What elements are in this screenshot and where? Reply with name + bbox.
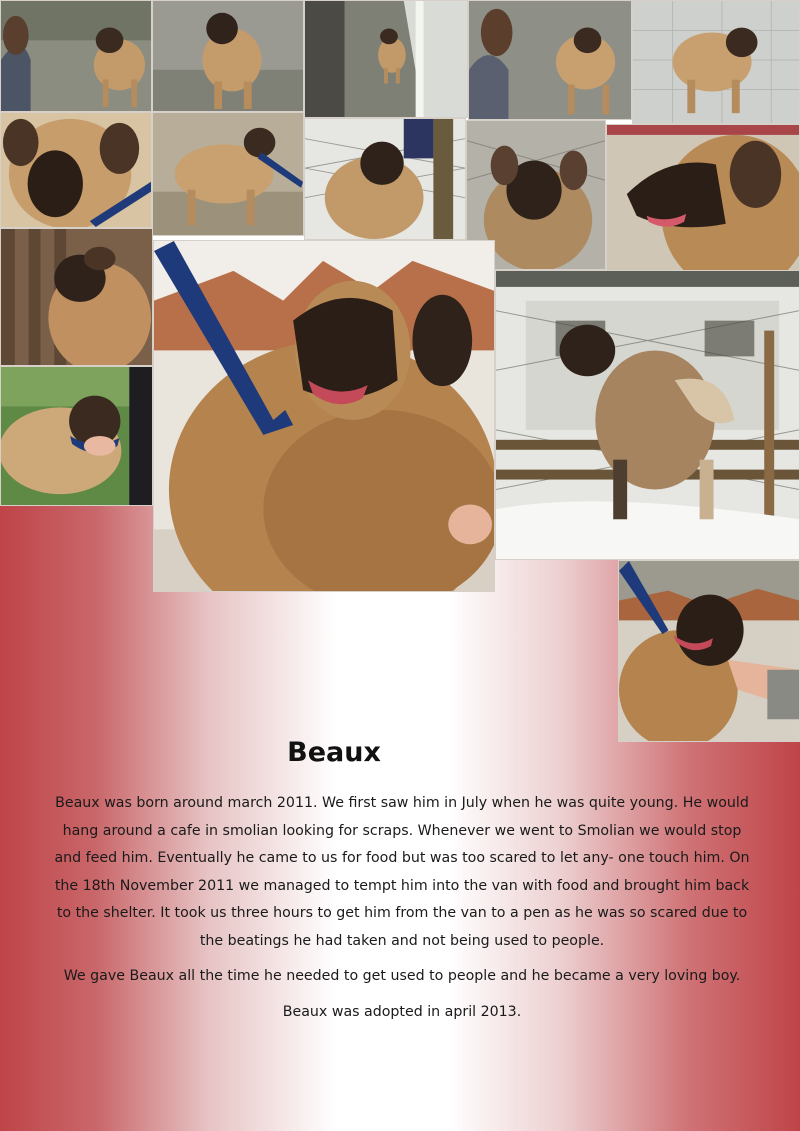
dog-photo	[606, 124, 800, 288]
page-title: Beaux	[287, 737, 381, 768]
dog-photo	[304, 0, 468, 118]
story-text	[52, 790, 752, 1034]
story-paragraph: We gave Beaux all the time he needed to get used to people and he became a very loving boy.	[63, 968, 741, 984]
dog-photo	[468, 0, 632, 120]
dog-photo	[0, 366, 153, 506]
dog-photo	[0, 228, 153, 366]
dog-photo	[152, 0, 304, 112]
dog-photo	[632, 0, 800, 124]
dog-photo	[0, 0, 152, 112]
dog-photo	[152, 112, 304, 236]
story-paragraph: Beaux was born around march 2011. We first saw him in July when he was quite young. He would hang around a cafe in smolian looking for scraps. Whenever we went to Smolian we would stop and feed him. Eventually he came to us for food but was too scared to let any- one touch him. On the 18th November 2011 we managed to tempt him into the van with food and brought him back to the shelter. It took us three hours to get him from the van to a pen as he was so scared due to the beatings he had taken and not being used to people.	[54, 795, 750, 949]
dog-photo	[618, 560, 800, 742]
story-paragraph: Beaux was adopted in april 2013.	[282, 1003, 522, 1020]
dog-photo	[0, 112, 152, 228]
dog-photo	[153, 240, 495, 592]
dog-photo	[495, 270, 800, 560]
dog-photo	[304, 118, 466, 240]
